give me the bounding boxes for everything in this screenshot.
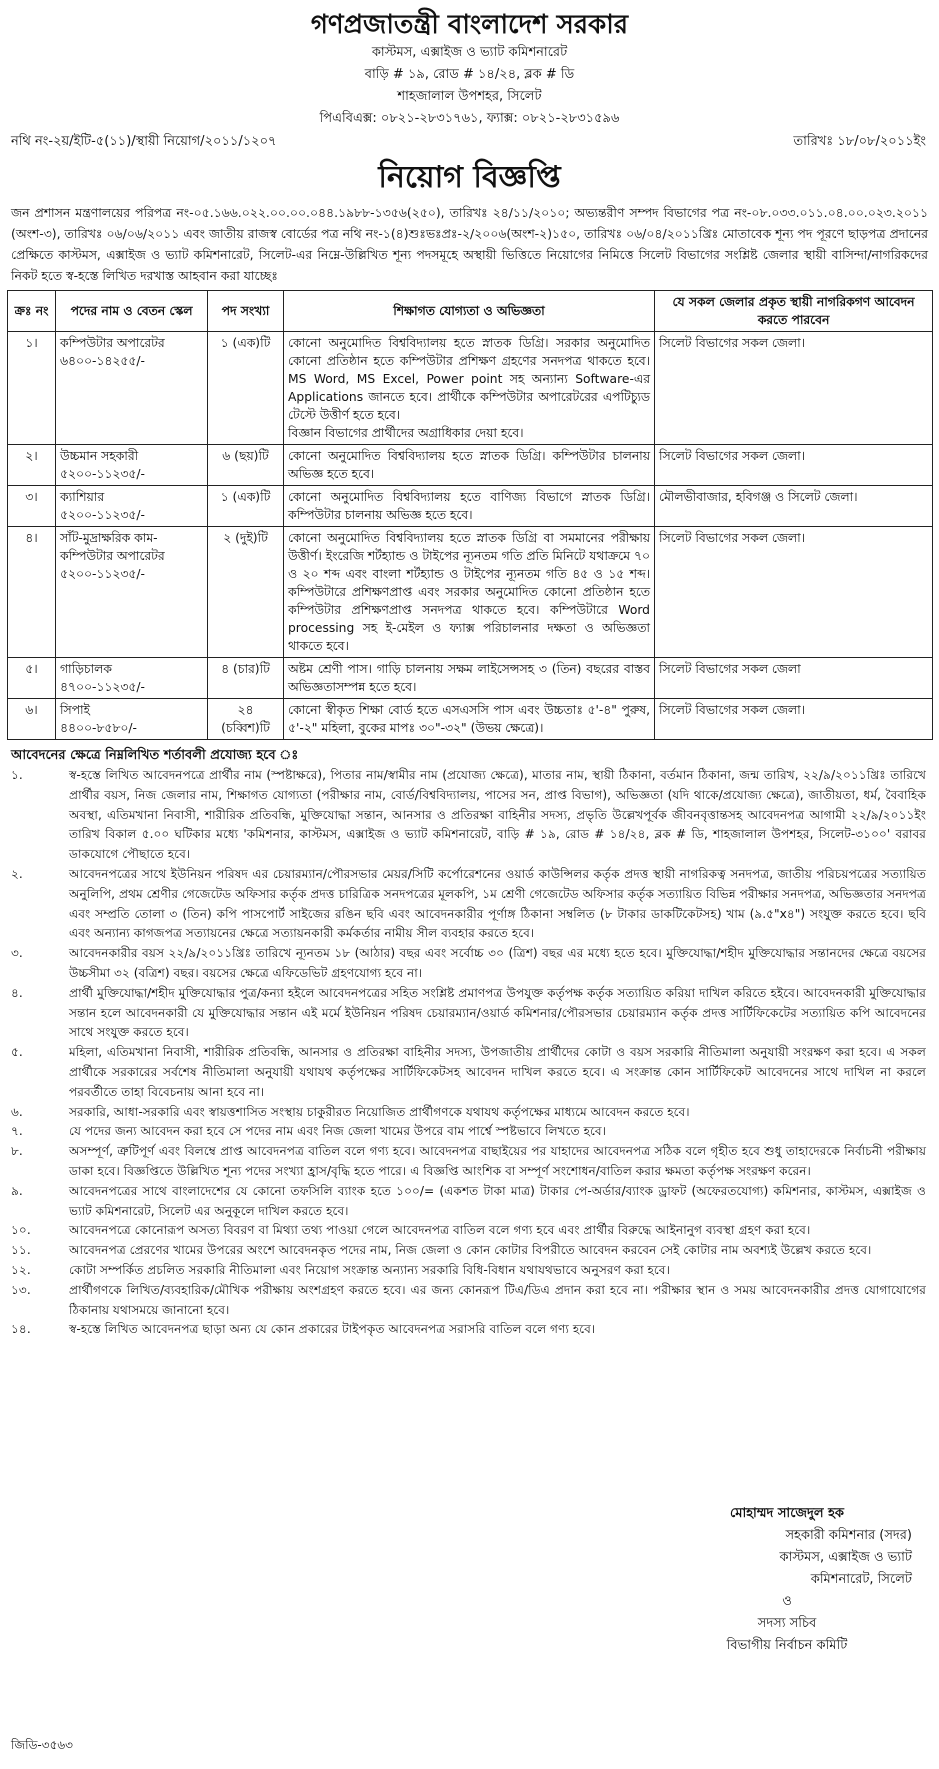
item-number: ১৪.: [11, 1322, 31, 1337]
signatory-role: সদস্য সচিব: [757, 1616, 817, 1631]
item-number: ৩.: [11, 946, 23, 961]
row-number: ৪।: [8, 527, 56, 658]
row-number: ৫।: [8, 658, 56, 699]
item-text: প্রার্থী মুক্তিযোদ্ধা/শহীদ মুক্তিযোদ্ধার পুত্র/কন্যা হইলে আবেদনপত্রের সহিত সংশ্লিষ্ট প্রমাণপত্র উপযুক্ত কর্তৃপক্ষ কর্তৃক সত্যায়িত করিয়া দাখিল করিতে হইবে। আবেদনকারী মুক্তিযোদ্ধার সন্তান হলে আবেদনকারী যে মুক্তিযোদ্ধার সন্তান এই মর্মে ইউনিয়ন পরিষদ চেয়ারম্যান/ওয়ার্ড কমিশনার/পৌরসভার চেয়ারম্যান কর্তৃক প্রদত্ত সার্টিফিকেটের সত্যায়িত কপি আবেদনের সাথে সংযুক্ত করতে হবে।: [69, 985, 926, 1040]
signatory-name: মোহাম্মদ সাজেদুল হক: [729, 1506, 845, 1521]
post-name: সিপাই: [60, 703, 90, 717]
post-name: ক্যাশিয়ার: [60, 490, 105, 504]
eligible-districts: সিলেট বিভাগের সকল জেলা।: [655, 699, 933, 740]
eligible-districts: সিলেট বিভাগের সকল জেলা: [655, 658, 933, 699]
item-text: সরকারি, আধা-সরকারি এবং স্বায়ত্তশাসিত সংস্থায় চাকুরীরত নিয়োজিত প্রার্থীগণকে যথাযথ কর্তৃপক্ষের মাধ্যমে আবেদন করতে হবে।: [69, 1104, 690, 1119]
list-item: [7, 1122, 932, 1142]
post-cell: [56, 699, 208, 740]
item-number: ৪.: [11, 985, 23, 1000]
post-cell: [56, 445, 208, 486]
item-text: কোটা সম্পর্কিত প্রচলিত সরকারি নীতিমালা এবং নিয়োগ সংক্রান্ত অন্যান্য সরকারি বিধি-বিধান যথাযথভাবে অনুসরণ করা হবে।: [69, 1262, 670, 1277]
pay-scale: ৪৪০০-৮৫৮০/-: [60, 721, 137, 735]
col-header-qualification: শিক্ষাগত যোগ্যতা ও অভিজ্ঞতা: [284, 291, 655, 332]
col-header-district: যে সকল জেলার প্রকৃত স্থায়ী নাগরিকগণ আবেদন করতে পারবেন: [655, 291, 933, 332]
pay-scale: ৬৪০০-১৪২৫৫/-: [60, 354, 145, 368]
list-item: [7, 1281, 932, 1321]
col-header-post: পদের নাম ও বেতন স্কেল: [56, 291, 208, 332]
signatory-office-2: কমিশনারেট, সিলেট: [810, 1572, 912, 1587]
post-count: ৪ (চার)টি: [208, 658, 284, 699]
conditions-list: [7, 766, 932, 1340]
item-number: ১২.: [11, 1262, 31, 1277]
letterhead: [7, 8, 932, 130]
notice-title: নিয়োগ বিজ্ঞপ্তি: [378, 160, 561, 195]
recruitment-notice-page: [7, 8, 932, 1763]
col-header-count: পদ সংখ্যা: [208, 291, 284, 332]
eligible-districts: সিলেট বিভাগের সকল জেলা।: [655, 332, 933, 445]
post-name: উচ্চমান সহকারী: [60, 449, 139, 463]
item-text: স্ব-হস্তে লিখিত আবেদনপত্র ছাড়া অন্য যে কোন প্রকারের টাইপকৃত আবেদনপত্র সরাসরি বাতিল বলে গণ্য হবে।: [69, 1322, 596, 1337]
post-count: ২৪ (চব্বিশ)টি: [208, 699, 284, 740]
table-row: [8, 658, 933, 699]
reference-row: [7, 132, 932, 154]
qualification-text: কোনো অনুমোদিত বিশ্ববিদ্যালয় হতে বাণিজ্য বিভাগে স্নাতক ডিগ্রি। কম্পিউটার চালনায় অভিজ্ঞ হতে হবে।: [284, 486, 655, 527]
post-cell: [56, 332, 208, 445]
memo-number: নথি নং-২য়/ইটি-৫(১১)/স্থায়ী নিয়োগ/২০১১/১২০৭: [11, 134, 277, 149]
signatory-and: ও: [782, 1594, 792, 1609]
col-header-no: ক্রঃ নং: [8, 291, 56, 332]
item-number: ৮.: [11, 1144, 23, 1159]
row-number: ২।: [8, 445, 56, 486]
pay-scale: ৫২০০-১১২৩৫/-: [60, 567, 145, 581]
table-row: [8, 527, 933, 658]
table-header-row: [8, 291, 933, 332]
qualification-text: কোনো অনুমোদিত বিশ্ববিদ্যালয় হতে স্নাতক ডিগ্রি। সরকার অনুমোদিত কোনো প্রতিষ্ঠান হতে কম্পিউটার প্রশিক্ষণ গ্রহণের সনদপত্র থাকতে হবে। MS Word, MS Excel, Power point সহ অন্যান্য Software-এর Applications জানতে হবে। প্রার্থীকে কম্পিউটার অপারেটরের এপটিচ্যুড টেস্টে উত্তীর্ণ হতে হবে।: [288, 336, 650, 422]
item-number: ১১.: [11, 1243, 31, 1258]
list-item: [7, 1043, 932, 1102]
signatory-committee: বিভাগীয় নির্বাচন কমিটি: [726, 1638, 848, 1653]
item-text: স্ব-হস্তে লিখিত আবেদনপত্রে প্রার্থীর নাম (স্পষ্টাক্ষরে), পিতার নাম/স্বামীর নাম (প্রযোজ্য ক্ষেত্রে), মাতার নাম, স্থায়ী ঠিকানা, বর্তমান ঠিকানা, জন্ম তারিখ, ২২/৯/২০১১খ্রিঃ তারিখে প্রার্থীর বয়স, নিজ জেলার নাম, শিক্ষাগত যোগ্যতা (পরীক্ষার নাম, বোর্ড/বিশ্ববিদ্যালয়, পাসের সন, প্রাপ্ত বিভাগ), অভিজ্ঞতা (যদি থাকে/প্রযোজ্য ক্ষেত্রে), জাতীয়তা, ধর্ম, বৈবাহিক অবস্থা, এতিমখানা নিবাসী, শারীরিক প্রতিবন্ধি, মুক্তিযোদ্ধা সন্তান, আনসার ও প্রতিরক্ষা বাহিনীর সদস্য, প্রভৃতি উল্লেখপূর্বক জীবনবৃত্তান্তসহ আবেদনপত্র আগামী ২২/৯/২০১১ইং তারিখ বিকাল ৫.০০ ঘটিকার মধ্যে 'কমিশনার, কাস্টমস, এক্সাইজ ও ভ্যাট কমিশনারেট, বাড়ি # ১৯, রোড # ১৪/২৪, ব্লক # ডি, শাহজালাল উপশহর, সিলেট-৩১০০' বরাবর ডাকযোগে পৌছাতে হবে।: [69, 768, 926, 862]
table-row: [8, 445, 933, 486]
row-number: ৩।: [8, 486, 56, 527]
item-text: মহিলা, এতিমখানা নিবাসী, শারীরিক প্রতিবন্ধি, আনসার ও প্রতিরক্ষা বাহিনীর সদস্য, উপজাতীয় প্রার্থীদের কোটা ও বয়স সরকারি নীতিমালা অনুযায়ী সংরক্ষণ করা হবে। এ সকল প্রার্থীকে সরকারের সর্বশেষ নীতিমালা অনুযায়ী যথাযথ কর্তৃপক্ষের সার্টিফিকেটসহ আবেদন দাখিল করতে হবে। এ সংক্রান্ত কোন সার্টিফিকেট আবেদনের সাথে দাখিল না করলে পরবর্তীতে তাহা বিবেচনায় আনা হবে না।: [69, 1045, 926, 1099]
signatory-office-1: কাস্টমস, এক্সাইজ ও ভ্যাট: [779, 1550, 912, 1565]
table-row: [8, 486, 933, 527]
item-number: ১.: [11, 768, 23, 782]
item-number: ১০.: [11, 1223, 31, 1238]
item-text: প্রার্থীগণকে লিখিত/ব্যবহারিক/মৌখিক পরীক্ষায় অংশগ্রহণ করতে হবে। এর জন্য কোনরূপ টিএ/ডিএ প্রদান করা হবে না। পরীক্ষার স্থান ও সময় আবেদনকারীর প্রদত্ত যোগাযোগের ঠিকানায় যথাসময়ে জানানো হবে।: [69, 1282, 926, 1317]
list-item: [7, 1261, 932, 1281]
intro-paragraph: জন প্রশাসন মন্ত্রণালয়ের পরিপত্র নং-০৫.১৬৬.০২২.০০.০০.০৪৪.১৯৮৮-১৩৫৬(২৫০), তারিখঃ ২৪/১১/২০১০; অভ্যন্তরীণ সম্পদ বিভাগের পত্র নং-০৮.০৩৩.০১১.০৪.০০.০২৩.২০১১ (অংশ-৩), তারিখঃ ০৬/০৬/২০১১ এবং জাতীয় রাজস্ব বোর্ডের পত্র নথি নং-১(৪)শুঃভঃপ্রঃ-২/২০০৬(অংশ-২)১৫০, তারিখঃ ০৬/০৪/২০১১খ্রিঃ মোতাবেক শূন্য পদ পূরণে ছাড়পত্র প্রদানের প্রেক্ষিতে কাস্টমস, এক্সাইজ ও ভ্যাট কমিশনারেট, সিলেট-এর নিম্নে-উল্লিখিত শূন্য পদসমূহে অস্থায়ী ভিত্তিতে নিয়োগের নিমিত্তে সিলেট বিভাগের সংশ্লিষ্ট জেলার স্থায়ী বাসিন্দা/নাগরিকদের নিকট হতে স্ব-হস্তে লিখিত দরখাস্ত আহবান করা যাচ্ছেঃ: [11, 205, 928, 283]
list-item: [7, 984, 932, 1043]
item-number: ৭.: [11, 1124, 23, 1139]
item-text: যে পদের জন্য আবেদন করা হবে সে পদের নাম এবং নিজ জেলা খামের উপরে বাম পার্শ্বে স্পষ্টভাবে লিখতে হবে।: [69, 1124, 607, 1139]
post-count: ৬ (ছয়)টি: [208, 445, 284, 486]
post-count: ১ (এক)টি: [208, 332, 284, 445]
item-text: আবেদনপত্রে কোনোরূপ অসত্য বিবরণ বা মিথ্যা তথ্য পাওয়া গেলে আবেদনপত্র বাতিল বলে গণ্য হবে এবং প্রার্থীর বিরুদ্ধে আইনানুগ ব্যবস্থা গ্রহণ করা হবে।: [69, 1223, 811, 1238]
address-line-2: শাহজালাল উপশহর, সিলেট: [397, 89, 542, 104]
gd-number: জিডি-৩৫৬৩: [11, 1738, 73, 1752]
list-item: [7, 865, 932, 944]
post-count: ১ (এক)টি: [208, 486, 284, 527]
list-item: [7, 1182, 932, 1222]
qualification-note: বিজ্ঞান বিভাগের প্রার্থীদের অগ্রাধিকার দেয়া হবে।: [288, 426, 524, 440]
item-number: ১৩.: [11, 1282, 31, 1297]
row-number: ১।: [8, 332, 56, 445]
pay-scale: ৫২০০-১১২৩৫/-: [60, 467, 145, 481]
qualification-text: কোনো অনুমোদিত বিশ্ববিদ্যালয় হতে স্নাতক ডিগ্রি বা সমমানের পরীক্ষায় উত্তীর্ণ। ইংরেজি শর্টহ্যান্ড ও টাইপের ন্যূনতম গতি প্রতি মিনিটে যথাক্রমে ৭০ ও ২০ শব্দ এবং বাংলা শর্টহ্যান্ড ও টাইপের ন্যূনতম গতি ৪৫ ও ১৫ শব্দ। কম্পিউটারে প্রশিক্ষণপ্রাপ্ত এবং সরকার অনুমোদিত কোনো প্রতিষ্ঠান হতে কম্পিউটার প্রশিক্ষণপ্রাপ্ত সনদপত্র থাকতে হবে। কম্পিউটারে Word processing সহ ই-মেইল ও ফ্যাক্স পরিচালনার দক্ষতা ও অভিজ্ঞতা থাকতে হবে।: [284, 527, 655, 658]
post-cell: [56, 527, 208, 658]
office-name: কাস্টমস, এক্সাইজ ও ভ্যাট কমিশনারেট: [371, 45, 568, 60]
item-number: ৯.: [11, 1183, 23, 1198]
eligible-districts: সিলেট বিভাগের সকল জেলা।: [655, 445, 933, 486]
posts-table: [7, 290, 933, 740]
list-item: [7, 944, 932, 984]
item-text: আবেদনপত্র প্রেরণের খামের উপরের অংশে আবেদনকৃত পদের নাম, নিজ জেলা ও কোন কোটার বিপরীতে আবেদন করবেন সেই কোটার নাম অবশ্যই উল্লেখ করতে হবে।: [69, 1243, 872, 1258]
item-number: ৫.: [11, 1045, 23, 1060]
post-name: কম্পিউটার অপারেটর: [60, 336, 165, 350]
qualification-text: কোনো অনুমোদিত বিশ্ববিদ্যালয় হতে স্নাতক ডিগ্রি। কম্পিউটার চালনায় অভিজ্ঞ হতে হবে।: [284, 445, 655, 486]
eligible-districts: মৌলভীবাজার, হবিগঞ্জ ও সিলেট জেলা।: [655, 486, 933, 527]
conditions-heading: আবেদনের ক্ষেত্রে নিম্নলিখিত শর্তাবলী প্রযোজ্য হবে ঃ: [11, 748, 299, 763]
government-title: গণপ্রজাতন্ত্রী বাংলাদেশ সরকার: [310, 10, 629, 40]
qualification-cell: [284, 332, 655, 445]
item-text: আবেদনপত্রের সাথে ইউনিয়ন পরিষদ এর চেয়ারম্যান/পৌরসভার মেয়র/সিটি কর্পোরেশনের ওয়ার্ড কাউন্সিলর কর্তৃক প্রদত্ত স্থায়ী নাগরিকত্ব সনদপত্র, জাতীয় পরিচয়পত্রের সত্যায়িত অনুলিপি, প্রথম শ্রেণীর গেজেটেড অফিসার কর্তৃক প্রদত্ত চারিত্রিক সনদপত্রের মূলকপি, ১ম শ্রেণী গেজেটেড অফিসার কর্তৃক সত্যায়িত বিভিন্ন পরীক্ষার সনদপত্র, অভিজ্ঞতার সনদপত্র এবং সম্প্রতি তোলা ৩ (তিন) কপি পাসপোর্ট সাইজের রঙিন ছবি এবং আবেদনকারীর পূর্ণাঙ্গ ঠিকানা সম্বলিত (৮ টাকার ডাকটিকেটসহ) খাম (৯.৫"x৪") সংযুক্ত করতে হবে। ছবি এবং অন্যান্য কাগজপত্র সত্যায়নের ক্ষেত্রে সত্যায়নকারী কর্মকর্তার নামীয় সীল ব্যবহার করতে হবে।: [69, 866, 926, 941]
table-row: [8, 332, 933, 445]
item-text: আবেদনপত্রের সাথে বাংলাদেশের যে কোনো তফসিলি ব্যাংক হতে ১০০/= (একশত টাকা মাত্র) টাকার পে-অর্ডার/ব্যাংক ড্রাফট (অফেরতযোগ্য) কমিশনার, কাস্টমস, এক্সাইজ ও ভ্যাট কমিশনারেট, সিলেট এর অনুকূলে দাখিল করতে হবে।: [69, 1183, 926, 1218]
address-line-1: বাড়ি # ১৯, রোড # ১৪/২৪, ব্লক # ডি: [364, 67, 575, 82]
post-name: সাঁট-মুদ্রাক্ষরিক কাম-কম্পিউটার অপারেটর: [60, 531, 165, 563]
item-number: ৬.: [11, 1104, 23, 1119]
list-item: [7, 1142, 932, 1182]
signature-block: [662, 1503, 912, 1657]
table-row: [8, 699, 933, 740]
post-name: গাড়িচালক: [60, 662, 112, 676]
eligible-districts: সিলেট বিভাগের সকল জেলা।: [655, 527, 933, 658]
list-item: [7, 1241, 932, 1261]
post-cell: [56, 486, 208, 527]
signatory-designation: সহকারী কমিশনার (সদর): [785, 1528, 912, 1543]
list-item: [7, 1221, 932, 1241]
post-cell: [56, 658, 208, 699]
item-text: আবেদনকারীর বয়স ২২/৯/২০১১খ্রিঃ তারিখে ন্যূনতম ১৮ (আঠার) বছর এবং সর্বোচ্চ ৩০ (ত্রিশ) বছর এর মধ্যে হতে হবে। মুক্তিযোদ্ধা/শহীদ মুক্তিযোদ্ধার সন্তানদের ক্ষেত্রে বয়সের উচ্চসীমা ৩২ (বত্রিশ) বছর। বয়সের ক্ষেত্রে এফিডেভিট গ্রহণযোগ্য হবে না।: [69, 946, 926, 980]
list-item: [7, 766, 932, 865]
item-number: ২.: [11, 866, 23, 881]
list-item: [7, 1103, 932, 1123]
memo-date: তারিখঃ ১৮/০৮/২০১১ইং: [793, 134, 926, 149]
post-count: ২ (দুই)টি: [208, 527, 284, 658]
qualification-text: অষ্টম শ্রেণী পাস। গাড়ি চালনায় সক্ষম লাইসেন্সসহ ৩ (তিন) বছরের বাস্তব অভিজ্ঞতাসম্পন্ন হতে হবে।: [284, 658, 655, 699]
list-item: [7, 1320, 932, 1340]
phone-fax: পিএবিএক্স: ০৮২১-২৮৩১৭৬১, ফ্যাক্স: ০৮২১-২৮৩১৫৯৬: [319, 111, 620, 126]
qualification-text: কোনো স্বীকৃত শিক্ষা বোর্ড হতে এসএসসি পাস এবং উচ্চতাঃ ৫'-৪" পুরুষ, ৫'-২" মহিলা, বুকের মাপঃ ৩০"-৩২" (উভয় ক্ষেত্রে)।: [284, 699, 655, 740]
row-number: ৬।: [8, 699, 56, 740]
item-text: অসম্পূর্ণ, ত্রুটিপূর্ণ এবং বিলম্বে প্রাপ্ত আবেদনপত্র বাতিল বলে গণ্য হবে। আবেদনপত্র বাছাইয়ের পর যাহাদের আবেদনপত্র সঠিক বলে গৃহীত হবে শুধু তাহাদেরকে নির্বাচনী পরীক্ষায় ডাকা হবে। বিজ্ঞপ্তিতে উল্লিখিত শূন্য পদের সংখ্যা হ্রাস/বৃদ্ধি হতে পারে। এ বিজ্ঞপ্তি আংশিক বা সম্পূর্ণ সংশোধন/বাতিল করার ক্ষমতা কর্তৃপক্ষ সংরক্ষণ করেন।: [69, 1144, 926, 1178]
pay-scale: ৪৭০০-১১২৩৫/-: [60, 680, 145, 694]
pay-scale: ৫২০০-১১২৩৫/-: [60, 508, 145, 522]
